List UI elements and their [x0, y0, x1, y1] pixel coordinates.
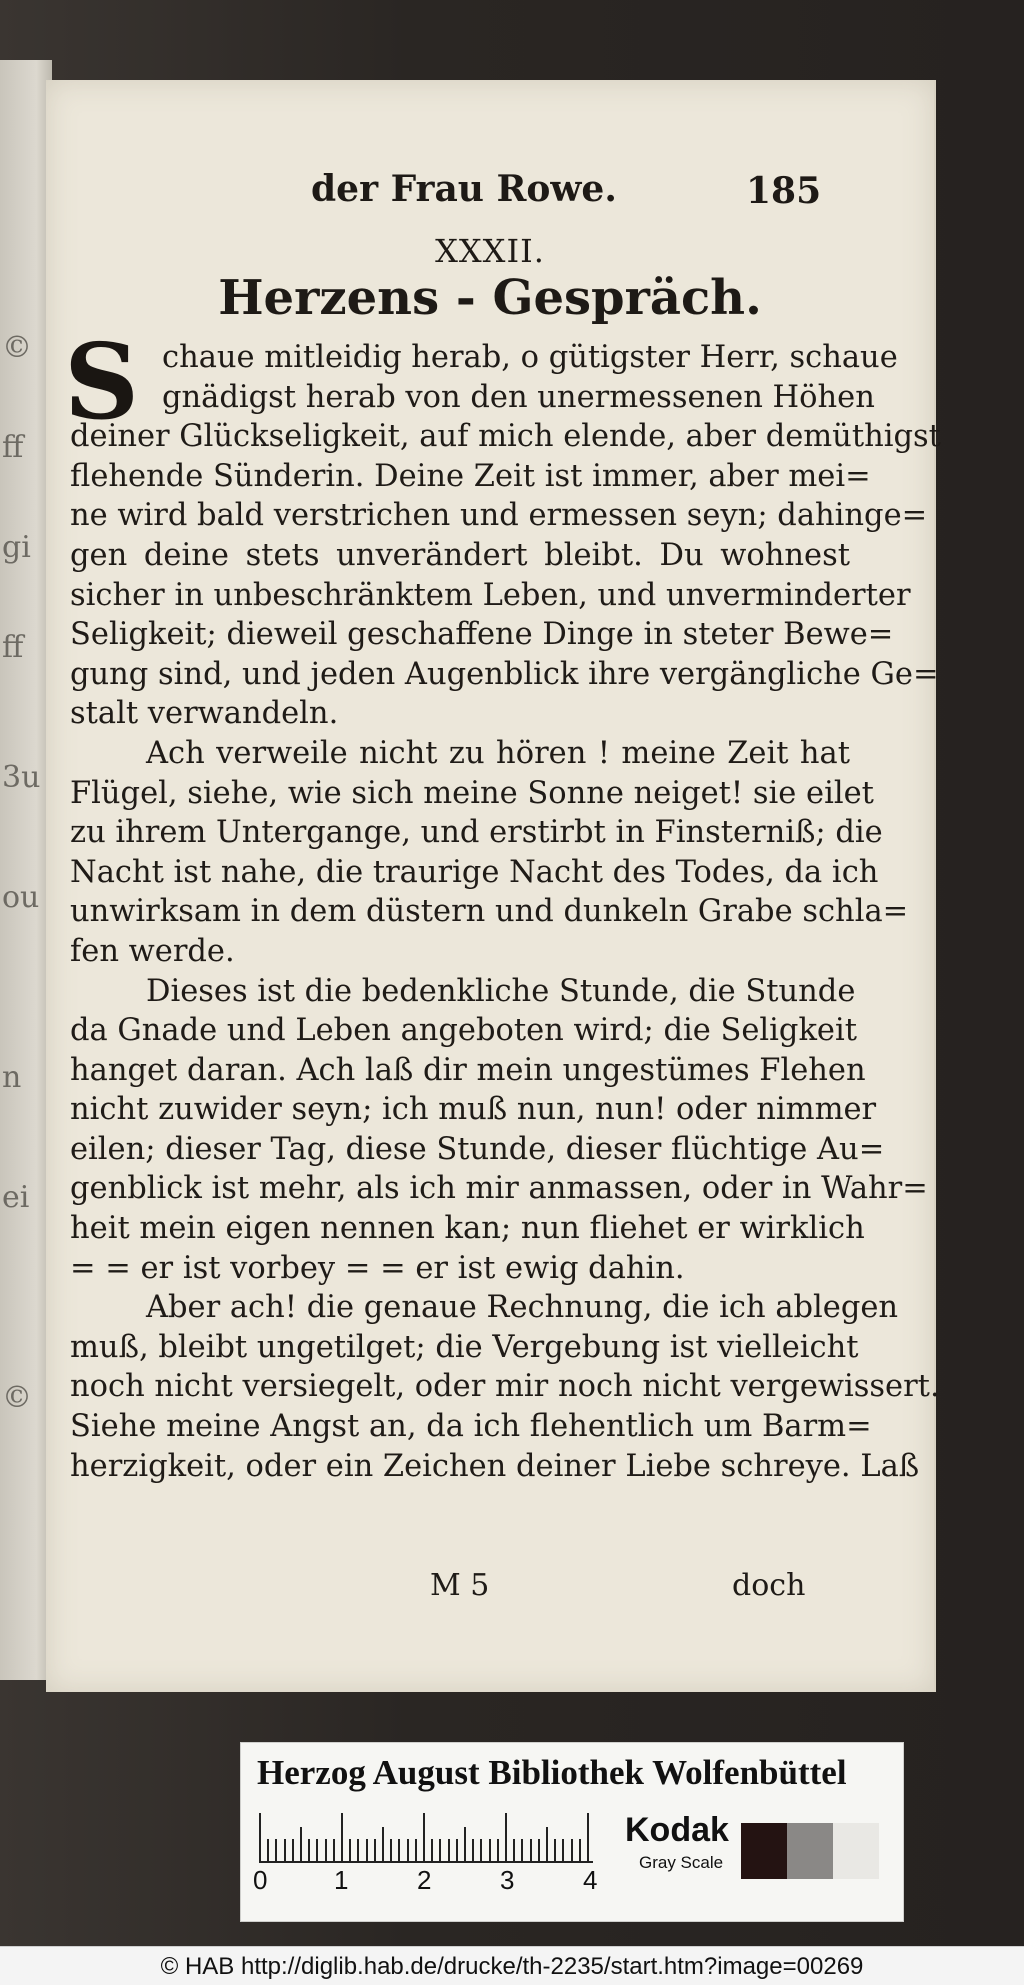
ruler-tick: [431, 1839, 433, 1863]
facing-page-glyph: ou: [2, 880, 40, 915]
credit-bar: [0, 1946, 1024, 1985]
gray-swatch-mid: [787, 1823, 833, 1879]
body-text: [64, 320, 941, 1486]
ruler-tick: [349, 1839, 351, 1863]
facing-page-edge: [0, 60, 52, 1680]
text-line: gen deine stets unverändert bleibt. Du wohnest: [70, 537, 850, 573]
ruler-tick: [333, 1839, 335, 1863]
text-line: stalt verwandeln.: [70, 696, 339, 732]
text-line: herzigkeit, oder ein Zeichen deiner Liebe schreye. Laß: [70, 1448, 920, 1484]
running-head: [46, 168, 934, 228]
ruler-tick: [292, 1839, 294, 1863]
ruler-tick: [316, 1839, 318, 1863]
ruler-tick: [587, 1813, 589, 1863]
text-line: flehende Sünderin. Deine Zeit ist immer, aber mei=: [70, 458, 871, 494]
ruler-tick: [284, 1839, 286, 1863]
ruler-tick: [423, 1813, 425, 1863]
ruler-tick: [407, 1839, 409, 1863]
ruler-tick: [480, 1839, 482, 1863]
page-footer: [46, 1568, 934, 1608]
library-name: Herzog August Bibliothek Wolfenbüttel: [257, 1753, 847, 1792]
drop-cap: S: [64, 320, 140, 443]
ruler-tick: [546, 1827, 548, 1863]
ruler-tick: [398, 1839, 400, 1863]
text-line: heit mein eigen nennen kan; nun fliehet er wirklich: [70, 1211, 865, 1247]
text-line: hanget daran. Ach laß dir mein ungestümes Flehen: [70, 1052, 866, 1088]
facing-page-glyph: ei: [2, 1180, 30, 1215]
ruler-tick: [366, 1839, 368, 1863]
text-line: Ach verweile nicht zu hören ! meine Zeit hat: [146, 735, 850, 771]
ruler-number: 4: [583, 1865, 598, 1895]
ruler-tick: [571, 1839, 573, 1863]
ruler-tick: [456, 1839, 458, 1863]
text-line: deiner Glückseligkeit, auf mich elende, aber demüthigst: [70, 419, 941, 455]
ruler-tick: [579, 1839, 581, 1863]
catchword: doch: [732, 1568, 806, 1603]
gray-scale-label: Gray Scale: [639, 1853, 724, 1872]
ruler-tick: [300, 1827, 302, 1863]
ruler-tick: [275, 1839, 277, 1863]
text-line: Nacht ist nahe, die traurige Nacht des Todes, da ich: [70, 854, 879, 890]
text-line: gung sind, und jeden Augenblick ihre vergängliche Ge=: [70, 656, 939, 692]
facing-page-glyph: ©: [2, 1380, 32, 1415]
text-line: Aber ach! die genaue Rechnung, die ich ablegen: [146, 1290, 899, 1326]
ruler-tick: [341, 1813, 343, 1863]
ruler-tick: [538, 1839, 540, 1863]
facing-page-glyph: ff: [2, 430, 24, 465]
text-line: unwirksam in dem düstern und dunkeln Grabe schla=: [70, 894, 909, 930]
facing-page-glyph: ©: [2, 330, 32, 365]
text-line: = = er ist vorbey = = er ist ewig dahin.: [70, 1250, 685, 1286]
ruler-tick: [267, 1839, 269, 1863]
ruler-tick: [382, 1827, 384, 1863]
ruler-tick: [521, 1839, 523, 1863]
facing-page-glyph: 3u: [2, 760, 41, 795]
ruler-tick: [530, 1839, 532, 1863]
text-line: Flügel, siehe, wie sich meine Sonne neiget! sie eilet: [70, 775, 874, 811]
ruler-tick: [308, 1839, 310, 1863]
ruler-number: 1: [334, 1865, 349, 1895]
ruler-tick: [464, 1827, 466, 1863]
ruler-tick: [439, 1839, 441, 1863]
facing-page-glyph: gi: [2, 530, 31, 565]
text-line: Dieses ist die bedenkliche Stunde, die Stunde: [146, 973, 856, 1009]
text-line: zu ihrem Untergange, und erstirbt in Finsterniß; die: [70, 815, 883, 851]
text-line: eilen; dieser Tag, diese Stunde, dieser flüchtige Au=: [70, 1131, 885, 1167]
text-line: chaue mitleidig herab, o gütigster Herr, schaue: [162, 340, 898, 375]
ruler-tick: [472, 1839, 474, 1863]
page-number: 185: [746, 170, 822, 212]
chapter-title: Herzens - Gespräch.: [218, 270, 762, 326]
ruler-tick: [374, 1839, 376, 1863]
ruler-number: 0: [253, 1865, 268, 1895]
ruler-tick: [554, 1839, 556, 1863]
ruler-number: 2: [417, 1865, 432, 1895]
text-line: nicht zuwider seyn; ich muß nun, nun! oder nimmer: [70, 1092, 877, 1128]
text-line: noch nicht versiegelt, oder mir noch nicht vergewissert.: [70, 1369, 940, 1405]
ruler-tick: [448, 1839, 450, 1863]
ruler-tick: [513, 1839, 515, 1863]
text-line: sicher in unbeschränktem Leben, und unverminderter: [70, 577, 911, 613]
text-line: genblick ist mehr, als ich mir anmassen, oder in Wahr=: [70, 1171, 928, 1207]
ruler-tick: [390, 1839, 392, 1863]
running-title: der Frau Rowe.: [311, 168, 617, 210]
text-line: da Gnade und Leben angeboten wird; die Seligkeit: [70, 1013, 857, 1049]
text-line: fen werde.: [70, 933, 235, 969]
ruler-tick: [489, 1839, 491, 1863]
ruler-tick: [505, 1813, 507, 1863]
text-line: gnädigst herab von den unermessenen Höhen: [162, 379, 875, 415]
ruler-tick: [357, 1839, 359, 1863]
chapter-number: XXXII.: [435, 232, 545, 270]
ruler-tick: [325, 1839, 327, 1863]
book-page: [46, 80, 941, 1692]
kodak-logo: Kodak: [625, 1811, 729, 1849]
text-line: Siehe meine Angst an, da ich flehentlich um Barm=: [70, 1409, 872, 1445]
ruler-tick: [415, 1839, 417, 1863]
ruler-tick: [497, 1839, 499, 1863]
color-target: [240, 1742, 904, 1922]
copyright-credit: © HAB http://diglib.hab.de/drucke/th-2235/start.htm?image=00269: [160, 1953, 864, 1980]
text-line: Seligkeit; dieweil geschaffene Dinge in steter Bewe=: [70, 617, 894, 653]
ruler-number: 3: [500, 1865, 515, 1895]
text-line: muß, bleibt ungetilget; die Vergebung ist vielleicht: [70, 1329, 859, 1365]
ruler-tick: [562, 1839, 564, 1863]
gray-swatch-dark: [741, 1823, 787, 1879]
ruler-tick: [259, 1813, 261, 1863]
gray-swatch-light: [833, 1823, 879, 1879]
facing-page-glyph: n: [2, 1060, 22, 1095]
facing-page-glyph: ff: [2, 630, 24, 665]
scale-ruler: [259, 1811, 593, 1863]
signature-mark: M 5: [430, 1568, 490, 1603]
text-line: ne wird bald verstrichen und ermessen seyn; dahinge=: [70, 498, 928, 534]
